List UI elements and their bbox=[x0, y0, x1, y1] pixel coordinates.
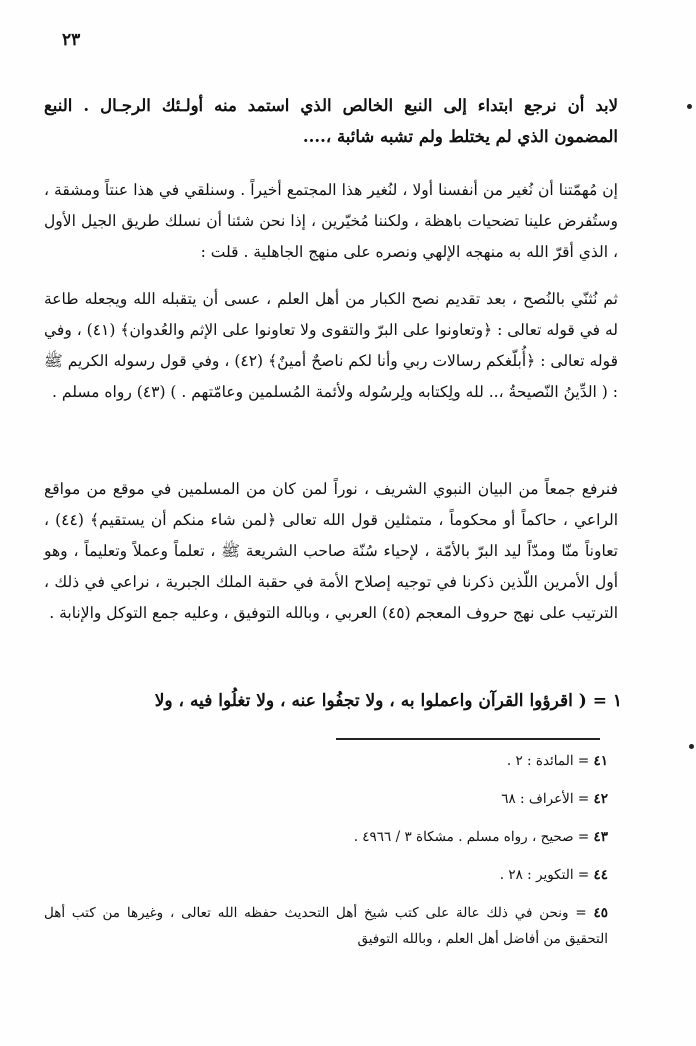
paragraph-3: فنرفع جمعاً من البيان النبوي الشريف ، نوراً لمن كان من المسلمين في موقع من مواقع الراعي ، حاكماً أو محكوماً ، متمثلين قول الله تعالى ﴿لمن شاء منكم أن يستقيم﴾ (٤٤) ، تعاوناً منّا ومدّاً ليد البرّ بالأمّة ، لإحياء سُنّة صاحب الشريعة ﷺ ، تعلماً وعملاً وتعليماً ، وهو أول الأمرين اللّذين ذكرنا في توجيه إصلاح الأمة في حقبة الملك الجبرية ، نراعي في ذلك ، الترتيب على نهج حروف المعجم (٤٥) العربي ، وبالله التوفيق ، وعليه جمع التوكل والإنابة . bbox=[44, 480, 618, 622]
footnote-text: = ونحن في ذلك عالة على كتب شيخ أهل التحديث حفظه الله تعالى ، وغيرها من كتب أهل التحقيق من أفاضل أهل العلم ، وبالله التوفيق bbox=[44, 905, 608, 947]
page-number: ٢٣ bbox=[62, 30, 81, 50]
hadith-item-1: ١ = ( اقرؤوا القرآن واعملوا به ، ولا تجفُوا عنه ، ولا تغلُوا فيه ، ولا bbox=[154, 691, 622, 711]
paragraph-2: ثم نُثنّي بالنُصح ، بعد تقديم نصح الكبار من أهل العلم ، عسى أن يتقبله الله ويجعله طاعة له في قوله تعالى : ﴿وتعاونوا على البرّ والتقوى ولا تعاونوا على الإثم والعُدوان﴾ (٤١) ، وفي قوله تعالى : ﴿أُبلّغكم رسالات ربي وأنا لكم ناصحٌ أمينٌ﴾ (٤٢) ، وفي قول رسوله الكريم ﷺ : ( الدِّينُ النّصيحةُ ،.. لله ولِكتابه ولِرسُوله ولأئمة المُسلمين وعامّتهم . ) (٤٣) رواه مسلم . bbox=[44, 290, 618, 401]
scan-speck bbox=[689, 744, 694, 749]
footnote bbox=[44, 824, 608, 850]
footnotes bbox=[44, 748, 608, 964]
footnote-text: = صحيح ، رواه مسلم . مشكاة ٣ / ٤٩٦٦ . bbox=[353, 829, 590, 845]
footnote-separator bbox=[336, 738, 600, 740]
footnote-text: = الأعراف : ٦٨ bbox=[501, 791, 590, 807]
footnote-number: ٤٤ bbox=[593, 867, 608, 883]
scan-speck bbox=[687, 104, 692, 109]
footnote-number: ٤٥ bbox=[593, 905, 608, 921]
footnote-text: = المائدة : ٢ . bbox=[506, 753, 590, 769]
footnote-number: ٤٣ bbox=[593, 829, 608, 845]
footnote-number: ٤١ bbox=[593, 753, 608, 769]
footnote-text: = التكوير : ٢٨ . bbox=[499, 867, 590, 883]
footnote bbox=[44, 900, 608, 952]
intro-paragraph: لابد أن نرجع ابتداء إلى النبع الخالص الذي استمد منه أولـئك الرجـال . النبع المضمون الذي لم يختلط ولم تشبه شائبة ،.... bbox=[44, 96, 618, 146]
footnote bbox=[44, 748, 608, 774]
paragraph-1: إن مُهمّتنا أن نُغير من أنفسنا أولا ، لنُغير هذا المجتمع أخيراً . وسنلقي في هذا عنتاً ومشقة ، وستُفرض علينا تضحيات باهظة ، ولكننا مُخيّرين ، إذا نحن شئنا أن نسلك طريق الجيل الأول ، الذي أقرّ الله به منهجه الإلهي ونصره على منهج الجاهلية . قلت : bbox=[44, 181, 618, 261]
footnote bbox=[44, 786, 608, 812]
footnote bbox=[44, 862, 608, 888]
footnote-number: ٤٢ bbox=[593, 791, 608, 807]
